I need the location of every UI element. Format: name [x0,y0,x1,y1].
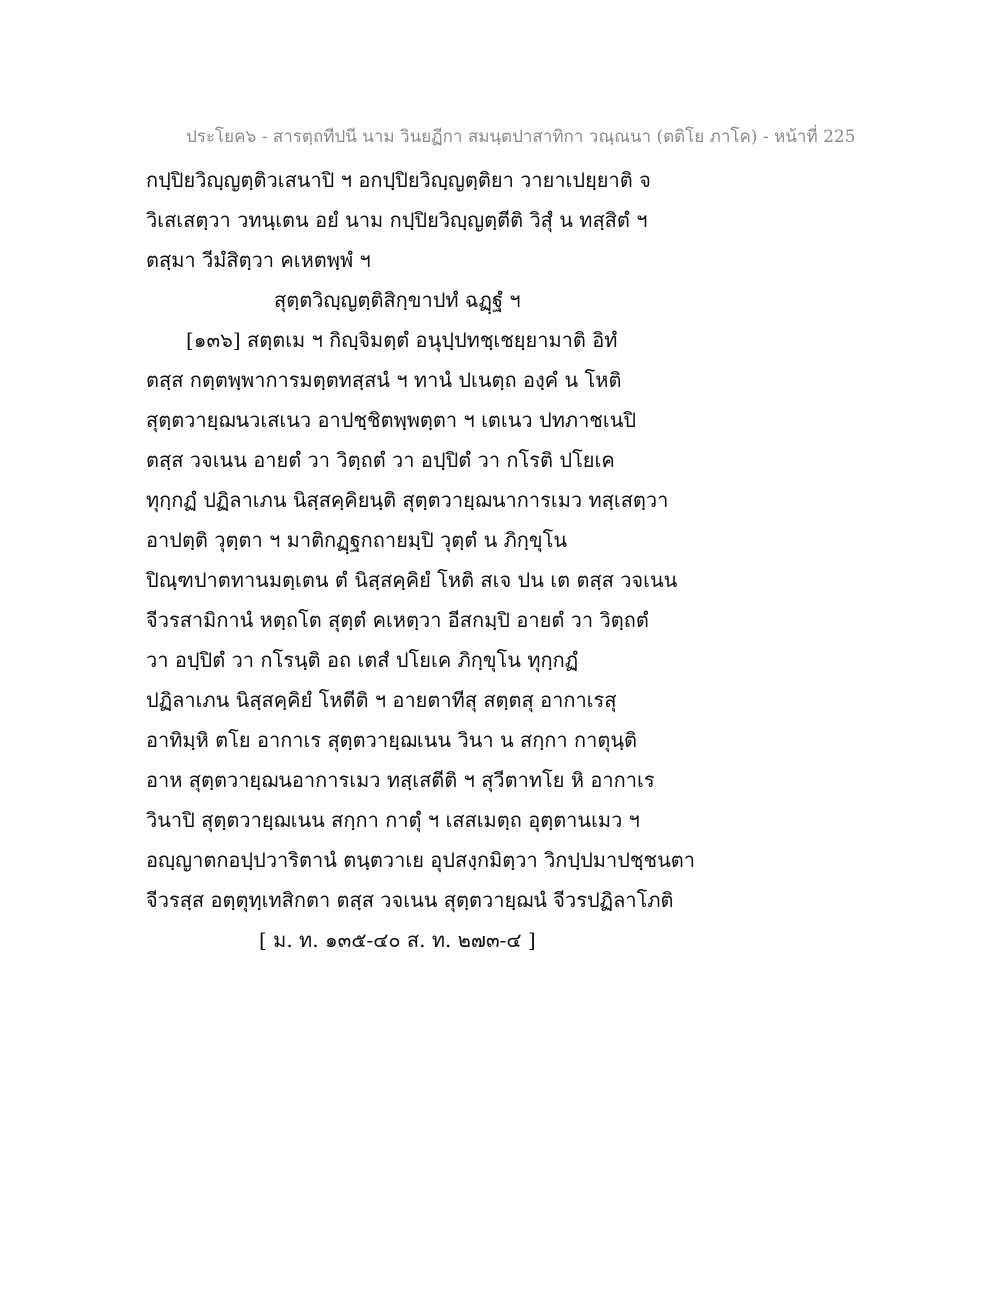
section-heading: สุตฺตวิญฺญตฺติสิกฺขาปทํ ฉฏฺฐํ ฯ [274,288,521,312]
text-line: อาปตฺติ วุตฺตา ฯ มาติกฏฺฐกถายมฺปิ วุตฺตํ น ภิกฺขุโน [146,528,568,552]
text-line: จีวรสามิกานํ หตฺถโต สุตฺตํ คเหตฺวา อีสกมฺปิ อายตํ วา วิตฺถตํ [146,608,649,632]
text-line: วิเสเสตฺวา วทนฺเตน อยํ นาม กปฺปิยวิญฺญตฺตีติ วิสุํ น ทสฺสิตํ ฯ [146,208,648,232]
citation-reference: [ ม. ท. ๑๓๕-๔๐ ส. ท. ๒๗๓-๔ ] [259,928,536,952]
text-line: ทุกฺกฏํ ปฏิลาเภน นิสฺสคฺคิยนฺติ สุตฺตวายฺฌนาการเมว ทสฺเสตฺวา [146,488,669,512]
text-line: ปิณฺฑปาตทานมตฺเตน ตํ นิสฺสคฺคิยํ โหติ สเจ ปน เต ตสฺส วจเนน [146,568,678,592]
text-line: อญฺญาตกอปฺปวาริตานํ ตนฺตวาเย อุปสงฺกมิตฺวา วิกปฺปมาปชฺชนตา [146,848,695,872]
text-line: ตสฺส กตฺตพฺพาการมตฺตทสฺสนํ ฯ ทานํ ปเนตฺถ องฺคํ น โหติ [146,368,622,392]
text-line: ตสฺมา วีมํสิตฺวา คเหตพฺพํ ฯ [146,248,371,272]
text-line: ตสฺส วจเนน อายตํ วา วิตฺถตํ วา อปฺปิตํ วา กโรติ ปโยเค [146,448,615,472]
body-text [146,160,706,960]
text-line: อาห สุตฺตวายฺฌนอาการเมว ทสฺเสตีติ ฯ สุวีตาทโย หิ อากาเร [146,768,655,792]
text-line: วา อปฺปิตํ วา กโรนฺติ อถ เตสํ ปโยเค ภิกฺขุโน ทุกฺกฏํ [146,648,579,672]
text-line: จีวรสฺส อตฺตุทฺเทสิกตา ตสฺส วจเนน สุตฺตวายฺฌนํ จีวรปฏิลาโภติ [146,888,674,912]
running-header: ประโยค๖ - สารตฺถทีปนี นาม วินยฏีกา สมนฺตปาสาทิกา วณฺณนา (ตติโย ภาโค) - หน้าที่ 225 [186,127,856,147]
text-line: กปฺปิยวิญฺญตฺติวเสนาปิ ฯ อกปฺปิยวิญฺญตฺติยา วายาเปยฺยาติ จ [146,168,651,192]
text-line: วินาปิ สุตฺตวายฺฌเนน สกฺกา กาตุํ ฯ เสสเมตฺถ อุตฺตานเมว ฯ [146,808,640,832]
text-line: สุตฺตวายฺฌนวเสเนว อาปชฺชิตพฺพตฺตา ฯ เตเนว ปทภาชเนปิ [146,408,637,432]
text-line: ปฏิลาเภน นิสฺสคฺคิยํ โหตีติ ฯ อายตาทีสุ สตฺตสุ อากาเรสุ [146,688,617,712]
paragraph-start: [๑๓๖] สตฺตเม ฯ กิญฺจิมตฺตํ อนุปฺปทชฺเชยฺยามาติ อิทํ [186,328,618,352]
text-line: อาทิมฺหิ ตโย อากาเร สุตฺตวายฺฌเนน วินา น สกฺกา กาตุนฺติ [146,728,637,752]
